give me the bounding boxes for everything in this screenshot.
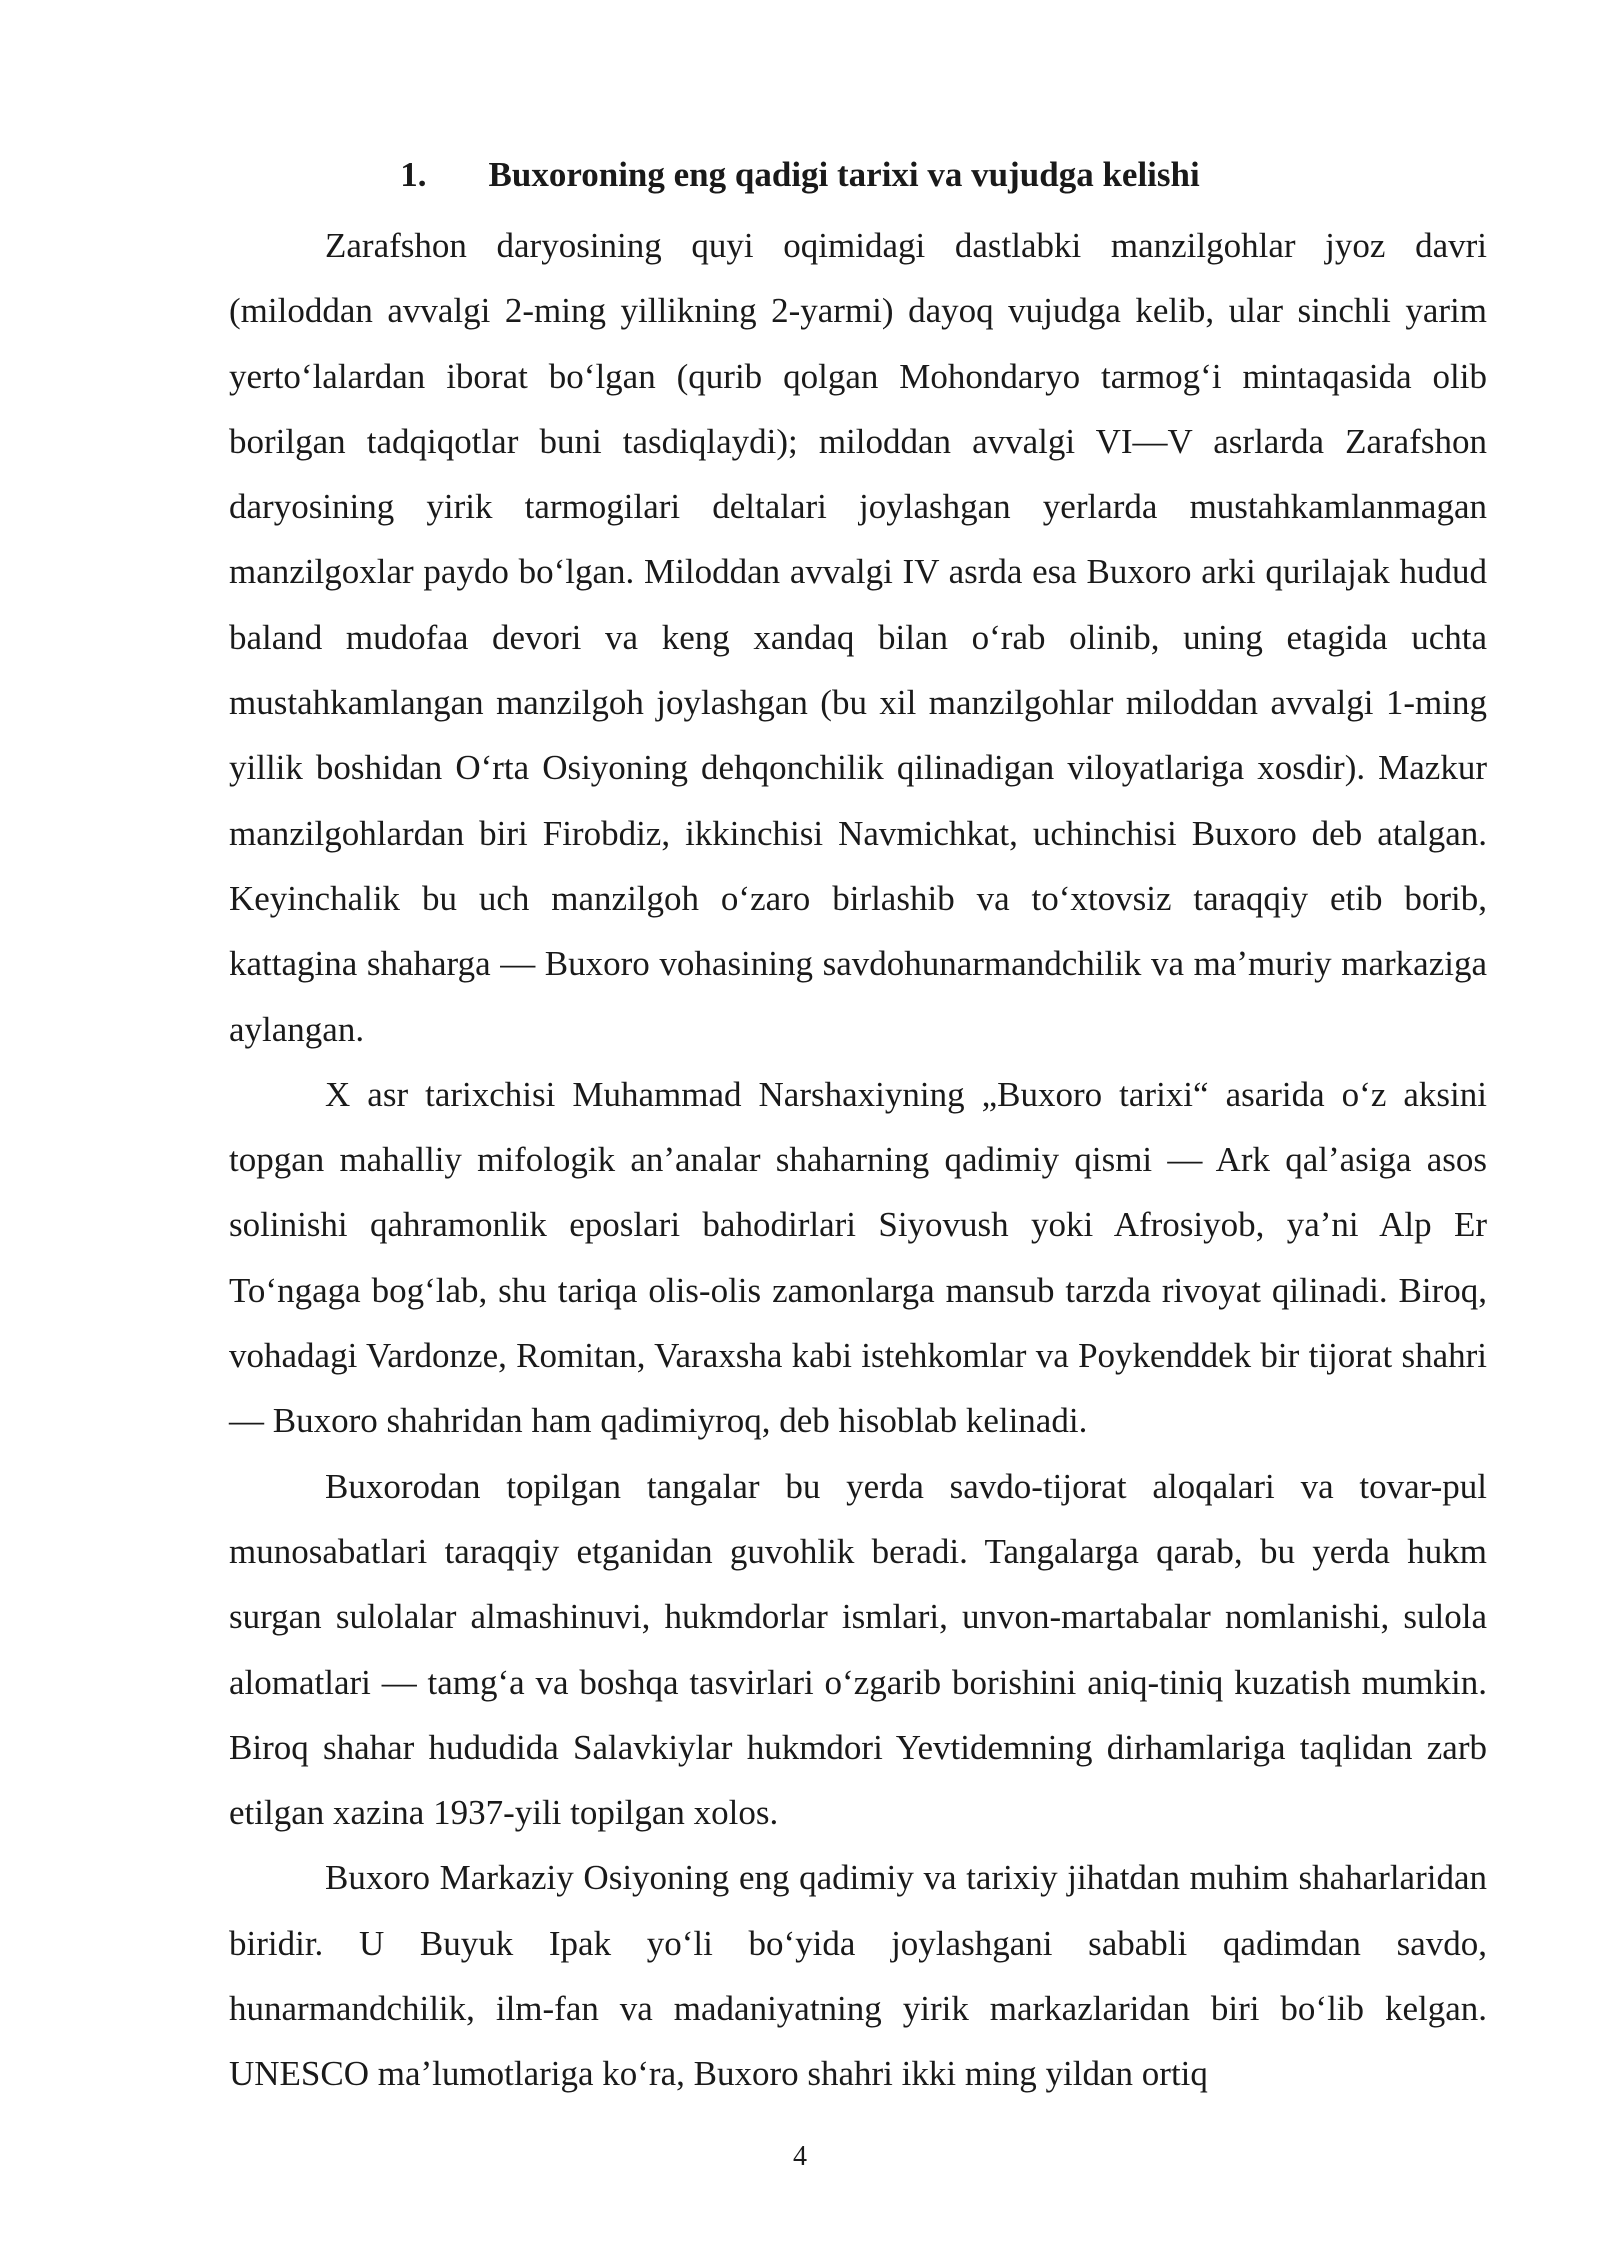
paragraph-3: Buxorodan topilgan tangalar bu yerda savdo-tijorat aloqalari va tovar-pul munosabatlari taraqqiy etganidan guvohlik beradi. Tangalarga qarab, bu yerda hukm surgan sulolalar almashinuvi, hukmdorlar ismlari, unvon-martabalar nomlanishi, sulola alomatlari — tamgʻa va boshqa tasvirlari oʻzgarib borishini aniq-tiniq kuzatish mumkin. Biroq shahar hududida Salavkiylar hukmdori Yevtidemning dirhamlariga taqlidan zarb etilgan xazina 1937-yili topilgan xolos. (229, 1466, 1487, 1833)
paragraph-4: Buxoro Markaziy Osiyoning eng qadimiy va tarixiy jihatdan muhim shaharlaridan biridir. U Buyuk Ipak yoʻli boʻyida joylashgani sababli qadimdan savdo, hunarmandchilik, ilm-fan va madaniyatning yirik markazlaridan biri boʻlib kelgan. UNESCO maʼlumotlariga koʻra, Buxoro shahri ikki ming yildan ortiq (229, 1858, 1487, 2094)
paragraph-1: Zarafshon daryosining quyi oqimidagi dastlabki manzilgohlar jyoz davri (miloddan avvalgi 2-ming yillikning 2-yarmi) dayoq vujudga kelib, ular sinchli yarim yerto‘lalardan iborat bo‘lgan (qurib qolgan Mohondaryo tarmog‘i mintaqasida olib borilgan tadqiqotlar buni tasdiqlaydi); miloddan avvalgi VI—V asrlarda Zarafshon daryosining yirik tarmogilari deltalari joylashgan yerlarda mustahkamlanmagan manzilgoxlar paydo bo‘lgan. Miloddan avvalgi IV asrda esa Buxoro arki qurilajak hudud baland mudofaa devori va keng xandaq bilan o‘rab olinib, uning etagida uchta mustahkamlangan manzilgoh joylashgan (bu xil manzilgohlar miloddan avvalgi 1-ming yillik boshidan O‘rta Osiyoning dehqonchilik qilinadigan viloyatlariga xosdir). Mazkur manzilgohlardan biri Firobdiz, ikkinchisi Navmichkat, uchinchisi Buxoro deb atalgan. Keyinchalik bu uch manzilgoh oʻzaro birlashib va toʻxtovsiz taraqqiy etib borib, kattagina shaharga — Buxoro vohasining savdohunarmandchilik va maʼmuriy markaziga aylangan. (229, 226, 1487, 1049)
section-heading (0, 148, 1600, 202)
body-text (229, 213, 1487, 2107)
paragraph-2: X asr tarixchisi Muhammad Narshaxiyning „Buxoro tarixi“ asarida oʻz aksini topgan mahalliy mifologik anʼanalar shaharning qadimiy qismi — Ark qalʼasiga asos solinishi qahramonlik eposlari bahodirlari Siyovush yoki Afrosiyob, yaʼni Alp Er Toʻngaga bogʻlab, shu tariqa olis-olis zamonlarga mansub tarzda rivoyat qilinadi. Biroq, vohadagi Vardonze, Romitan, Varaxsha kabi istehkomlar va Poykenddek bir tijorat shahri — Buxoro shahridan ham qadimiyroq, deb hisoblab kelinadi. (229, 1074, 1487, 1441)
page-number: 4 (793, 2141, 807, 2172)
section-title: Buxoroning eng qadigi tarixi va vujudga kelishi (488, 155, 1200, 194)
section-number: 1. (400, 155, 427, 194)
